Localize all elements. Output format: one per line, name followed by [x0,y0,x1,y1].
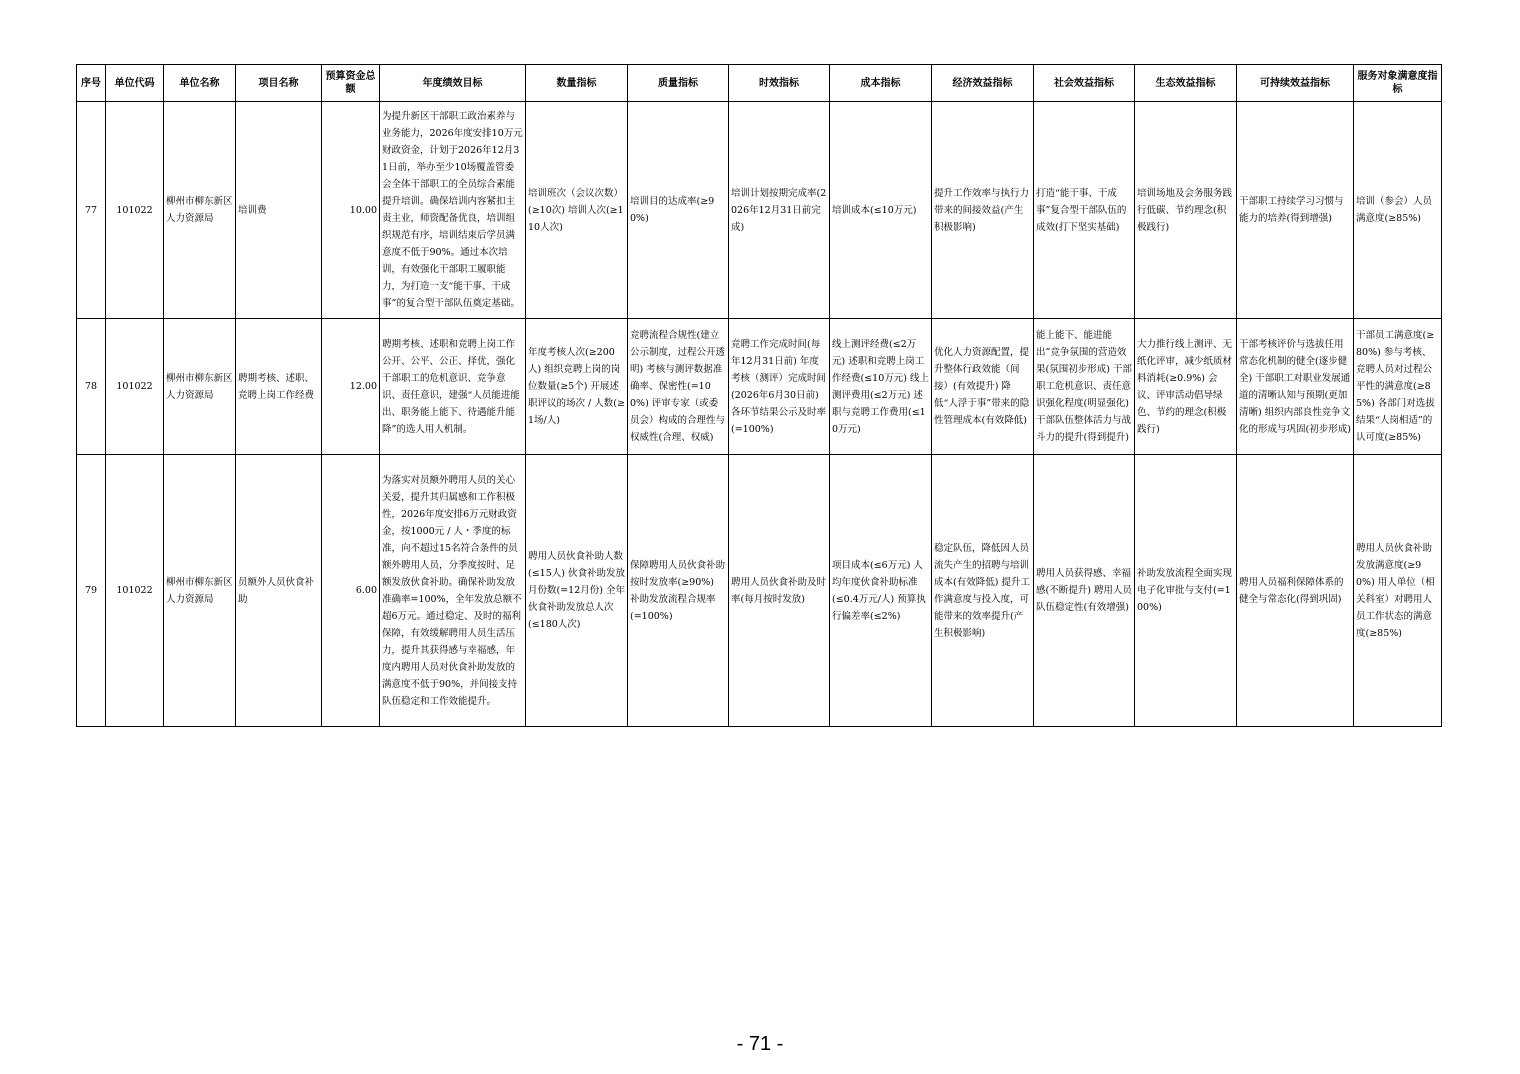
header-economic: 经济效益指标 [932,65,1034,102]
cell-timeliness: 培训计划按期完成率(2026年12月31日前完成) [729,102,830,319]
header-sustainable: 可持续效益指标 [1237,65,1354,102]
cell-goal: 为落实对员额外聘用人员的关心关爱，提升其归属感和工作积极性，2026年度安排6万元财政资金，按1000元 / 人・季度的标准，向不超过15名符合条件的员额外聘用人员，分季度按时、足额发放伙食补助。确保补助发放准确率=100%，全年发放总额不超6万元。通过稳定、及时的福利保障，有效缓解聘用人员生活压力，提升其获得感与幸福感，年度内聘用人员对伙食补助发放的满意度不低于90%，并间接支持队伍稳定和工作效能提升。 [380,455,526,727]
cell-quantity: 培训班次（会议次数）(≥10次) 培训人次(≥110人次) [526,102,628,319]
cell-code: 101022 [106,455,164,727]
cell-satisfaction: 聘用人员伙食补助发放满意度(≥90%) 用人单位（相关科室）对聘用人员工作状态的满意度(≥85%) [1354,455,1442,727]
cell-timeliness: 聘用人员伙食补助及时率(每月按时发放) [729,455,830,727]
performance-table [76,64,1442,727]
cell-ecological: 培训场地及会务服务践行低碳、节约理念(积极践行) [1135,102,1237,319]
header-ecological: 生态效益指标 [1135,65,1237,102]
cell-seq: 79 [77,455,106,727]
cell-sustainable: 干部职工持续学习习惯与能力的培养(得到增强) [1237,102,1354,319]
header-quality: 质量指标 [628,65,729,102]
cell-goal: 为提升新区干部职工政治素养与业务能力，2026年度安排10万元财政资金，计划于2026年12月31日前，举办至少10场覆盖管委会全体干部职工的全员综合素能提升培训。确保培训内容紧扣主责主业，师资配备优良，培训组织规范有序，培训结束后学员满意度不低于90%。通过本次培训，有效强化干部职工履职能力，为打造一支“能干事、干成事”的复合型干部队伍奠定基础。 [380,102,526,319]
cell-quality: 竞聘流程合规性(建立公示制度，过程公开透明) 考核与测评数据准确率、保密性(=100%) 评审专家（或委员会）构成的合理性与权威性(合理、权威) [628,319,729,455]
header-cost: 成本指标 [830,65,932,102]
cell-sustainable: 干部考核评价与选拔任用常态化机制的健全(逐步健全) 干部职工对职业发展通道的清晰认知与预期(更加清晰) 组织内部良性竞争文化的形成与巩固(初步形成) [1237,319,1354,455]
cell-satisfaction: 培训（参会）人员满意度(≥85%) [1354,102,1442,319]
header-unit: 单位名称 [164,65,236,102]
cell-code: 101022 [106,319,164,455]
table-row [77,319,1442,455]
cell-seq: 77 [77,102,106,319]
header-budget: 预算资金总额 [322,65,380,102]
cell-sustainable: 聘用人员福利保障体系的健全与常态化(得到巩固) [1237,455,1354,727]
header-quantity: 数量指标 [526,65,628,102]
cell-economic: 稳定队伍，降低因人员流失产生的招聘与培训成本(有效降低) 提升工作满意度与投入度，可能带来的效率提升(产生积极影响) [932,455,1034,727]
cell-social: 聘用人员获得感、幸福感(不断提升) 聘用人员队伍稳定性(有效增强) [1034,455,1135,727]
header-seq: 序号 [77,65,106,102]
header-social: 社会效益指标 [1034,65,1135,102]
header-timeliness: 时效指标 [729,65,830,102]
cell-cost: 项目成本(≤6万元) 人均年度伙食补助标准(≤0.4万元/人) 预算执行偏差率(≤2%) [830,455,932,727]
header-goal: 年度绩效目标 [380,65,526,102]
cell-quantity: 年度考核人次(≥200人) 组织竞聘上岗的岗位数量(≥5个) 开展述职评议的场次 / 人数(≥1场/人) [526,319,628,455]
header-satisfaction: 服务对象满意度指标 [1354,65,1442,102]
cell-budget: 12.00 [322,319,380,455]
table-row [77,455,1442,727]
cell-unit: 柳州市柳东新区人力资源局 [164,455,236,727]
cell-code: 101022 [106,102,164,319]
cell-seq: 78 [77,319,106,455]
cell-social: 能上能下、能进能出”竞争氛围的营造效果(氛围初步形成) 干部职工危机意识、责任意识强化程度(明显强化) 干部队伍整体活力与战斗力的提升(得到提升) [1034,319,1135,455]
cell-unit: 柳州市柳东新区人力资源局 [164,319,236,455]
cell-cost: 培训成本(≤10万元) [830,102,932,319]
cell-project: 聘期考核、述职、竞聘上岗工作经费 [236,319,322,455]
cell-satisfaction: 干部员工满意度(≥80%) 参与考核、竞聘人员对过程公平性的满意度(≥85%) 各部门对选拔结果“人岗相适”的认可度(≥85%) [1354,319,1442,455]
cell-economic: 提升工作效率与执行力带来的间接效益(产生积极影响) [932,102,1034,319]
cell-social: 打造“能干事、干成事”复合型干部队伍的成效(打下坚实基础) [1034,102,1135,319]
cell-cost: 线上测评经费(≤2万元) 述职和竞聘上岗工作经费(≤10万元) 线上测评费用(≤2万元) 述职与竞聘工作费用(≤10万元) [830,319,932,455]
header-project: 项目名称 [236,65,322,102]
cell-timeliness: 竞聘工作完成时间(每年12月31日前) 年度考核（测评）完成时间(2026年6月30日前) 各环节结果公示及时率(=100%) [729,319,830,455]
cell-quality: 培训目的达成率(≥90%) [628,102,729,319]
cell-unit: 柳州市柳东新区人力资源局 [164,102,236,319]
cell-goal: 聘期考核、述职和竞聘上岗工作公开、公平、公正、择优，强化干部职工的危机意识、竞争意识、责任意识，建强“人员能进能出、职务能上能下、待遇能升能降”的选人用人机制。 [380,319,526,455]
cell-project: 培训费 [236,102,322,319]
cell-quality: 保障聘用人员伙食补助按时发放率(≥90%) 补助发放流程合规率(=100%) [628,455,729,727]
page-number: - 71 - [736,1033,784,1055]
cell-economic: 优化人力资源配置，提升整体行政效能（间接）(有效提升) 降低“人浮于事”带来的隐性管理成本(有效降低) [932,319,1034,455]
cell-ecological: 补助发放流程全面实现电子化审批与支付(=100%) [1135,455,1237,727]
cell-budget: 6.00 [322,455,380,727]
table-row [77,102,1442,319]
table-header-row [77,65,1442,102]
cell-quantity: 聘用人员伙食补助人数(≤15人) 伙食补助发放月份数(=12月份) 全年伙食补助发放总人次(≤180人次) [526,455,628,727]
cell-budget: 10.00 [322,102,380,319]
header-code: 单位代码 [106,65,164,102]
cell-ecological: 大力推行线上测评、无纸化评审，减少纸质材料消耗(≥0.9%) 会议、评审活动倡导绿色、节约的理念(积极践行) [1135,319,1237,455]
cell-project: 员额外人员伙食补助 [236,455,322,727]
